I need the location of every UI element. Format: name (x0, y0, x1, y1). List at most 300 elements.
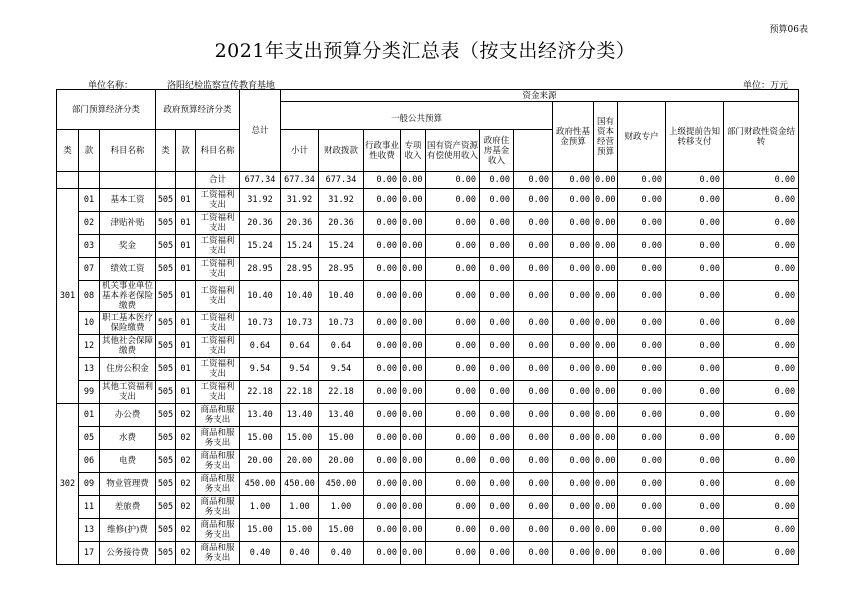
row-value: 13.40 (240, 404, 281, 427)
row-gov-item-name: 商品和服务支出 (196, 450, 240, 473)
row-value: 0.00 (724, 235, 799, 258)
row-value: 10.40 (281, 281, 319, 312)
row-value: 0.00 (401, 235, 426, 258)
row-gov-kuan: 01 (176, 281, 196, 312)
total-empty-cell (176, 172, 196, 189)
row-value: 15.00 (240, 427, 281, 450)
row-kuan: 10 (79, 312, 100, 335)
total-value: 0.00 (426, 172, 480, 189)
row-value: 0.00 (364, 404, 401, 427)
row-value: 0.00 (514, 258, 553, 281)
row-value: 0.00 (553, 427, 594, 450)
row-value: 13.40 (319, 404, 364, 427)
table-header (57, 90, 799, 172)
row-item-name: 物业管理费 (100, 473, 156, 496)
row-gov-lei: 505 (156, 258, 176, 281)
row-item-name: 绩效工资 (100, 258, 156, 281)
row-gov-lei: 505 (156, 450, 176, 473)
table-row (57, 312, 799, 335)
row-value: 0.00 (401, 473, 426, 496)
row-value: 0.00 (401, 258, 426, 281)
row-value: 0.00 (724, 450, 799, 473)
header-gov-fund: 政府性基金预算 (553, 102, 594, 172)
row-gov-lei: 505 (156, 381, 176, 404)
row-gov-item-name: 商品和服务支出 (196, 496, 240, 519)
row-value: 0.00 (666, 312, 724, 335)
row-value: 31.92 (281, 189, 319, 212)
row-gov-lei: 505 (156, 427, 176, 450)
row-value: 0.00 (618, 404, 666, 427)
table-row (57, 381, 799, 404)
row-value: 0.00 (514, 235, 553, 258)
row-value: 0.00 (480, 258, 514, 281)
row-item-name: 水费 (100, 427, 156, 450)
row-value: 0.00 (618, 258, 666, 281)
row-value: 15.00 (319, 427, 364, 450)
row-value: 0.00 (364, 496, 401, 519)
row-value: 0.00 (480, 212, 514, 235)
row-value: 22.18 (281, 381, 319, 404)
total-value: 0.00 (724, 172, 799, 189)
total-empty-cell (100, 172, 156, 189)
row-value: 0.00 (401, 404, 426, 427)
row-value: 0.00 (666, 235, 724, 258)
row-gov-lei: 505 (156, 212, 176, 235)
row-kuan: 12 (79, 335, 100, 358)
row-value: 0.00 (666, 404, 724, 427)
row-value: 0.00 (618, 235, 666, 258)
row-value: 20.00 (240, 450, 281, 473)
row-value: 0.00 (514, 473, 553, 496)
row-value: 0.00 (724, 358, 799, 381)
row-gov-lei: 505 (156, 189, 176, 212)
report-title: 2021年支出预算分类汇总表（按支出经济分类） (214, 40, 636, 62)
unit-name-value: 洛阳纪检监察宣传教育基地 (167, 81, 276, 91)
row-gov-kuan: 01 (176, 258, 196, 281)
row-value: 0.00 (364, 450, 401, 473)
row-value: 31.92 (319, 189, 364, 212)
row-item-name: 电费 (100, 450, 156, 473)
row-value: 0.00 (618, 335, 666, 358)
row-value: 0.00 (514, 519, 553, 542)
row-value: 0.00 (514, 496, 553, 519)
row-value: 0.00 (594, 496, 618, 519)
row-value: 0.00 (553, 450, 594, 473)
row-gov-item-name: 工资福利支出 (196, 335, 240, 358)
header-gov-lei: 类 (156, 130, 176, 172)
group-code: 302 (57, 404, 79, 565)
row-value: 0.00 (618, 519, 666, 542)
row-value: 0.64 (240, 335, 281, 358)
row-value: 15.24 (281, 235, 319, 258)
row-value: 0.00 (401, 312, 426, 335)
table-body (57, 172, 799, 565)
total-value: 0.00 (514, 172, 553, 189)
header-gov-item-name: 科目名称 (196, 130, 240, 172)
header-general-budget-gap (281, 102, 553, 110)
header-gov-kuan: 款 (176, 130, 196, 172)
row-value: 0.00 (364, 381, 401, 404)
row-value: 22.18 (319, 381, 364, 404)
row-value: 0.00 (724, 312, 799, 335)
row-value: 0.40 (281, 542, 319, 565)
row-value: 0.00 (426, 235, 480, 258)
total-empty-cell (79, 172, 100, 189)
row-item-name: 维修(护)费 (100, 519, 156, 542)
total-value: 0.00 (401, 172, 426, 189)
row-kuan: 09 (79, 473, 100, 496)
row-value: 0.00 (364, 473, 401, 496)
row-value: 10.73 (319, 312, 364, 335)
row-gov-lei: 505 (156, 335, 176, 358)
table-row (57, 258, 799, 281)
total-empty-cell (57, 172, 79, 189)
row-value: 0.00 (364, 542, 401, 565)
row-value: 0.00 (514, 335, 553, 358)
row-gov-item-name: 商品和服务支出 (196, 473, 240, 496)
header-fund-source: 资金来源 (281, 90, 799, 102)
header-general-budget: 一般公共预算 (281, 110, 553, 130)
row-gov-lei: 505 (156, 519, 176, 542)
row-gov-lei: 505 (156, 312, 176, 335)
row-gov-lei: 505 (156, 496, 176, 519)
row-value: 0.00 (594, 189, 618, 212)
row-item-name: 机关事业单位基本养老保险缴费 (100, 281, 156, 312)
row-kuan: 11 (79, 496, 100, 519)
row-value: 0.00 (724, 404, 799, 427)
header-kuan: 款 (79, 130, 100, 172)
row-gov-lei: 505 (156, 235, 176, 258)
row-value: 0.00 (426, 496, 480, 519)
row-value: 15.00 (240, 519, 281, 542)
row-value: 0.00 (724, 542, 799, 565)
row-value: 0.00 (426, 473, 480, 496)
row-value: 0.00 (364, 281, 401, 312)
row-value: 0.00 (594, 212, 618, 235)
row-gov-item-name: 工资福利支出 (196, 281, 240, 312)
row-value: 0.00 (724, 519, 799, 542)
header-lei: 类 (57, 130, 79, 172)
row-value: 0.00 (553, 212, 594, 235)
row-gov-kuan: 01 (176, 335, 196, 358)
total-value: 677.34 (281, 172, 319, 189)
row-value: 0.00 (666, 450, 724, 473)
row-value: 28.95 (319, 258, 364, 281)
row-value: 0.00 (594, 404, 618, 427)
row-gov-kuan: 02 (176, 450, 196, 473)
row-value: 0.00 (618, 427, 666, 450)
row-value: 0.00 (666, 358, 724, 381)
table-row (57, 542, 799, 565)
row-value: 0.00 (480, 496, 514, 519)
row-value: 0.00 (401, 427, 426, 450)
total-empty-cell (156, 172, 176, 189)
row-value: 0.00 (594, 542, 618, 565)
row-value: 0.00 (666, 335, 724, 358)
table-row (57, 281, 799, 312)
row-value: 0.00 (594, 335, 618, 358)
row-gov-kuan: 02 (176, 519, 196, 542)
row-gov-item-name: 商品和服务支出 (196, 404, 240, 427)
header-total: 总计 (240, 90, 281, 172)
total-label: 合计 (196, 172, 240, 189)
row-gov-kuan: 02 (176, 542, 196, 565)
row-value: 0.00 (480, 450, 514, 473)
row-value: 0.00 (480, 519, 514, 542)
total-value: 0.00 (618, 172, 666, 189)
row-item-name: 公务接待费 (100, 542, 156, 565)
row-value: 0.00 (514, 450, 553, 473)
row-value: 0.00 (480, 404, 514, 427)
row-gov-item-name: 工资福利支出 (196, 312, 240, 335)
row-value: 0.40 (240, 542, 281, 565)
row-value: 0.00 (480, 381, 514, 404)
header-gov-housing: 政府住房基金收入 (480, 130, 514, 172)
row-value: 0.00 (514, 427, 553, 450)
row-value: 0.00 (401, 381, 426, 404)
row-value: 450.00 (240, 473, 281, 496)
row-item-name: 津贴补贴 (100, 212, 156, 235)
row-kuan: 03 (79, 235, 100, 258)
row-value: 20.00 (319, 450, 364, 473)
row-gov-lei: 505 (156, 473, 176, 496)
group-code: 301 (57, 189, 79, 404)
row-kuan: 08 (79, 281, 100, 312)
row-value: 0.00 (666, 519, 724, 542)
row-value: 15.00 (319, 519, 364, 542)
row-value: 0.00 (553, 473, 594, 496)
row-value: 0.00 (618, 381, 666, 404)
row-value: 15.24 (240, 235, 281, 258)
row-value: 0.00 (618, 212, 666, 235)
budget-table (56, 89, 799, 565)
row-value: 450.00 (319, 473, 364, 496)
row-value: 0.00 (594, 235, 618, 258)
row-gov-kuan: 02 (176, 404, 196, 427)
row-value: 28.95 (281, 258, 319, 281)
row-value: 0.00 (514, 358, 553, 381)
row-value: 10.73 (281, 312, 319, 335)
row-value: 0.00 (401, 519, 426, 542)
total-row (57, 172, 799, 189)
row-value: 0.00 (618, 542, 666, 565)
row-value: 0.00 (724, 496, 799, 519)
row-value: 0.00 (594, 281, 618, 312)
row-value: 0.00 (426, 258, 480, 281)
row-gov-lei: 505 (156, 358, 176, 381)
row-value: 20.36 (319, 212, 364, 235)
row-value: 10.40 (319, 281, 364, 312)
header-fiscal: 财政拨款 (319, 130, 364, 172)
row-value: 0.00 (666, 212, 724, 235)
header-admin-fee: 行政事业性收费 (364, 130, 401, 172)
row-value: 0.00 (618, 450, 666, 473)
row-value: 0.00 (480, 542, 514, 565)
form-code: 预算06表 (769, 25, 808, 35)
row-value: 0.00 (724, 212, 799, 235)
row-value: 28.95 (240, 258, 281, 281)
row-value: 0.00 (594, 450, 618, 473)
row-gov-item-name: 工资福利支出 (196, 258, 240, 281)
row-value: 0.00 (553, 281, 594, 312)
row-value: 9.54 (240, 358, 281, 381)
row-gov-kuan: 01 (176, 212, 196, 235)
row-item-name: 职工基本医疗保险缴费 (100, 312, 156, 335)
table-row (57, 358, 799, 381)
row-value: 20.36 (240, 212, 281, 235)
row-value: 0.00 (514, 381, 553, 404)
table-row (57, 496, 799, 519)
row-value: 0.00 (553, 358, 594, 381)
row-gov-kuan: 01 (176, 358, 196, 381)
total-value: 0.00 (553, 172, 594, 189)
row-value: 0.00 (553, 519, 594, 542)
row-value: 31.92 (240, 189, 281, 212)
row-value: 0.00 (553, 404, 594, 427)
row-value: 0.00 (553, 258, 594, 281)
row-gov-lei: 505 (156, 542, 176, 565)
row-value: 0.00 (618, 189, 666, 212)
header-subtotal: 小计 (281, 130, 319, 172)
row-value: 0.00 (666, 496, 724, 519)
row-gov-kuan: 01 (176, 235, 196, 258)
row-value: 0.00 (401, 450, 426, 473)
row-value: 0.00 (364, 312, 401, 335)
row-value: 0.00 (426, 335, 480, 358)
row-value: 0.00 (514, 281, 553, 312)
table-row (57, 473, 799, 496)
row-value: 0.00 (724, 281, 799, 312)
row-item-name: 奖金 (100, 235, 156, 258)
row-value: 22.18 (240, 381, 281, 404)
row-value: 9.54 (281, 358, 319, 381)
unit-measure: 单位：万元 (742, 81, 788, 91)
row-kuan: 06 (79, 450, 100, 473)
row-value: 0.00 (401, 212, 426, 235)
row-value: 0.00 (724, 189, 799, 212)
row-value: 0.00 (666, 381, 724, 404)
row-value: 0.00 (553, 189, 594, 212)
row-value: 0.00 (480, 335, 514, 358)
row-gov-kuan: 01 (176, 312, 196, 335)
row-value: 20.00 (281, 450, 319, 473)
row-gov-item-name: 工资福利支出 (196, 235, 240, 258)
row-gov-kuan: 02 (176, 496, 196, 519)
row-item-name: 基本工资 (100, 189, 156, 212)
header-advance-transfer: 上级提前告知转移支付 (666, 102, 724, 172)
row-gov-item-name: 工资福利支出 (196, 189, 240, 212)
row-gov-kuan: 02 (176, 473, 196, 496)
row-value: 0.00 (553, 235, 594, 258)
table-row (57, 335, 799, 358)
table-row (57, 427, 799, 450)
row-value: 0.00 (666, 427, 724, 450)
row-value: 0.00 (594, 427, 618, 450)
header-dept-carryover: 部门财政性资金结转 (724, 102, 799, 172)
row-value: 0.64 (319, 335, 364, 358)
row-value: 0.00 (480, 189, 514, 212)
row-kuan: 01 (79, 189, 100, 212)
total-value: 0.00 (480, 172, 514, 189)
row-value: 0.00 (618, 496, 666, 519)
header-fiscal-special: 财政专户 (618, 102, 666, 172)
row-value: 0.00 (666, 473, 724, 496)
row-value: 0.00 (666, 258, 724, 281)
row-value: 450.00 (281, 473, 319, 496)
total-value: 0.00 (666, 172, 724, 189)
row-value: 0.00 (618, 358, 666, 381)
header-item-name: 科目名称 (100, 130, 156, 172)
row-value: 0.40 (319, 542, 364, 565)
row-value: 0.00 (364, 212, 401, 235)
row-value: 1.00 (319, 496, 364, 519)
row-kuan: 01 (79, 404, 100, 427)
unit-name-label: 单位名称： (88, 81, 134, 91)
row-kuan: 13 (79, 519, 100, 542)
row-item-name: 办公费 (100, 404, 156, 427)
row-value: 0.00 (364, 427, 401, 450)
row-value: 0.00 (666, 281, 724, 312)
row-value: 0.00 (724, 335, 799, 358)
total-value: 677.34 (240, 172, 281, 189)
row-value: 0.00 (514, 189, 553, 212)
total-value: 0.00 (594, 172, 618, 189)
row-value: 0.00 (594, 258, 618, 281)
row-value: 0.00 (724, 258, 799, 281)
row-value: 0.00 (364, 358, 401, 381)
row-value: 0.00 (480, 312, 514, 335)
row-gov-kuan: 01 (176, 189, 196, 212)
row-value: 0.00 (401, 189, 426, 212)
row-value: 13.40 (281, 404, 319, 427)
row-value: 0.00 (480, 473, 514, 496)
row-value: 0.00 (618, 281, 666, 312)
row-value: 15.24 (319, 235, 364, 258)
row-value: 0.00 (480, 281, 514, 312)
row-value: 0.00 (480, 427, 514, 450)
table-row (57, 450, 799, 473)
row-gov-lei: 505 (156, 281, 176, 312)
table-row (57, 519, 799, 542)
table-row (57, 404, 799, 427)
row-value: 0.00 (724, 381, 799, 404)
row-value: 0.00 (426, 381, 480, 404)
row-value: 0.00 (364, 235, 401, 258)
row-value: 0.00 (666, 189, 724, 212)
row-value: 0.00 (514, 404, 553, 427)
row-value: 10.40 (240, 281, 281, 312)
row-gov-kuan: 02 (176, 427, 196, 450)
row-value: 15.00 (281, 519, 319, 542)
row-gov-item-name: 工资福利支出 (196, 212, 240, 235)
row-value: 0.00 (594, 519, 618, 542)
row-value: 0.00 (514, 212, 553, 235)
row-item-name: 其他工资福利支出 (100, 381, 156, 404)
row-value: 0.00 (426, 519, 480, 542)
row-value: 0.00 (426, 312, 480, 335)
row-value: 0.00 (553, 381, 594, 404)
row-value: 0.00 (553, 335, 594, 358)
header-gov-econ: 政府预算经济分类 (156, 90, 240, 130)
row-kuan: 07 (79, 258, 100, 281)
row-value: 20.36 (281, 212, 319, 235)
row-kuan: 02 (79, 212, 100, 235)
row-item-name: 差旅费 (100, 496, 156, 519)
row-value: 0.00 (426, 212, 480, 235)
header-special: 专项收入 (401, 130, 426, 172)
row-value: 0.00 (553, 542, 594, 565)
header-state-asset: 国有资产资源有偿使用收入 (426, 130, 480, 172)
